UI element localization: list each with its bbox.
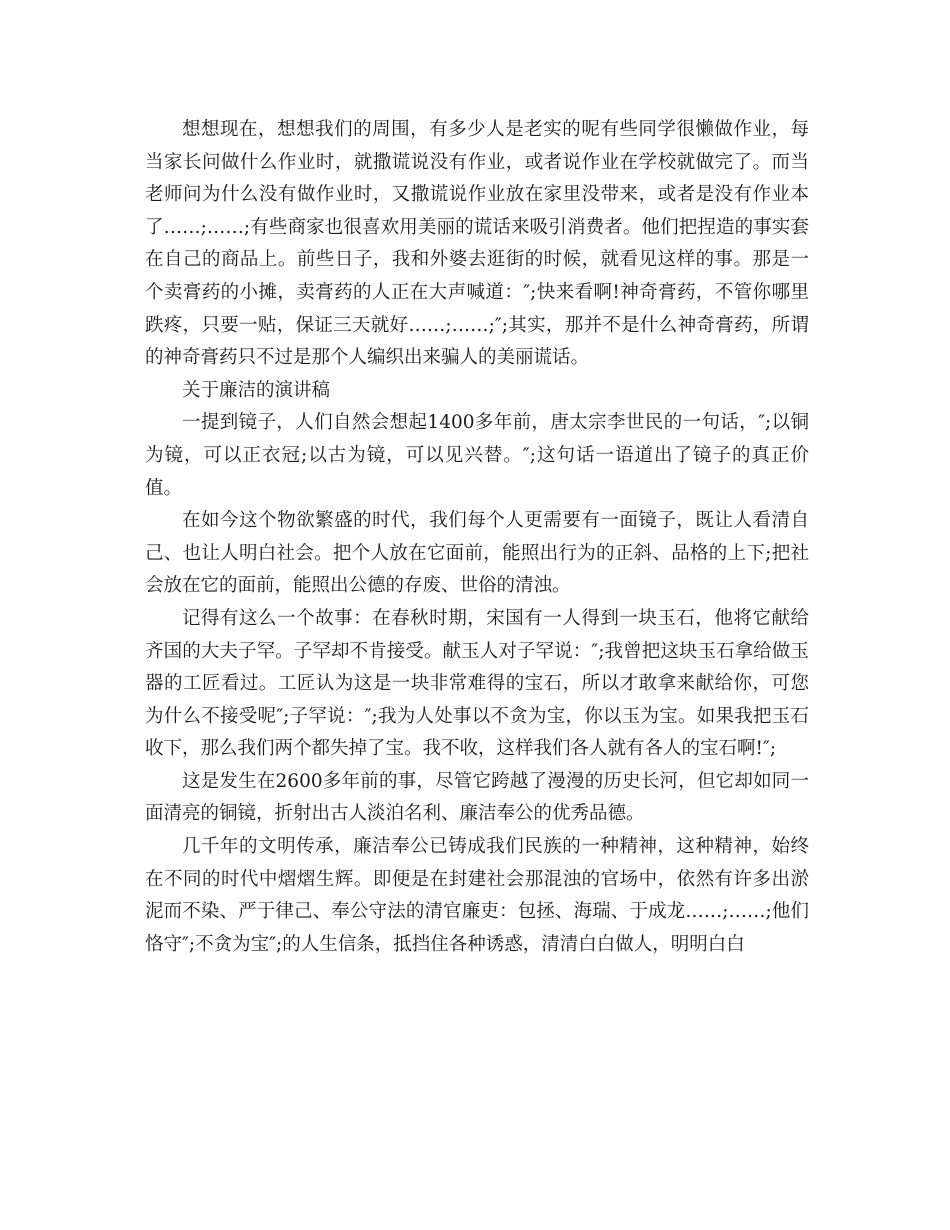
paragraph-lies: 想想现在，想想我们的周围，有多少人是老实的呢有些同学很懒做作业，每当家长问做什么作业时，就撒谎说没有作业，或者说作业在学校就做完了。而当老师问为什么没有做作业时，又撒谎说作业放在家里没带来，或者是没有作业本了……;……;有些商家也很喜欢用美丽的谎话来吸引消费者。他们把捏造的事实套在自己的商品上。前些日子，我和外婆去逛街的时候，就看见这样的事。那是一个卖膏药的小摊，卖膏药的人正在大声喊道：″;快来看啊!神奇膏药，不管你哪里跌疼，只要一贴，保证三天就好……;……;″;其实，那并不是什么神奇膏药，所谓的神奇膏药只不过是那个人编织出来骗人的美丽谎话。 bbox=[145, 119, 809, 369]
paragraph-history: 这是发生在2600多年前的事，尽管它跨越了漫漫的历史长河，但它却如同一面清亮的铜镜，折射出古人淡泊名利、廉洁奉公的优秀品德。 bbox=[145, 770, 809, 825]
paragraph-modern-era: 在如今这个物欲繁盛的时代，我们每个人更需要有一面镜子，既让人看清自己、也让人明白社会。把个人放在它面前，能照出行为的正斜、品格的上下;把社会放在它的面前，能照出公德的存废、世俗的清浊。 bbox=[145, 510, 809, 597]
section-heading: 关于廉洁的演讲稿 bbox=[182, 379, 331, 401]
paragraph-zihan-story: 记得有这么一个故事：在春秋时期，宋国有一人得到一块玉石，他将它献给齐国的大夫子罕。子罕却不肯接受。献玉人对子罕说：″;我曾把这块玉石拿给做玉器的工匠看过。工匠认为这是一块非常难得的宝石，所以才敢拿来献给你，可您为什么不接受呢″;子罕说：″;我为人处事以不贪为宝，你以玉为宝。如果我把玉石收下，那么我们两个都失掉了宝。我不收，这样我们各人就有各人的宝石啊!″; bbox=[145, 607, 809, 760]
paragraph-tradition: 几千年的文明传承，廉洁奉公已铸成我们民族的一种精神，这种精神，始终在不同的时代中熠熠生辉。即便是在封建社会那混浊的官场中，依然有许多出淤泥而不染、严于律己、奉公守法的清官廉吏：包拯、海瑞、于成龙……;……;他们恪守″;不贪为宝″;的人生信条，抵挡住各种诱惑，清清白白做人，明明白白 bbox=[145, 836, 809, 955]
document-body bbox=[145, 114, 809, 961]
paragraph-mirror-quote: 一提到镜子，人们自然会想起1400多年前，唐太宗李世民的一句话，″;以铜为镜，可以正衣冠;以古为镜，可以见兴替。″;这句话一语道出了镜子的真正价值。 bbox=[145, 412, 809, 499]
